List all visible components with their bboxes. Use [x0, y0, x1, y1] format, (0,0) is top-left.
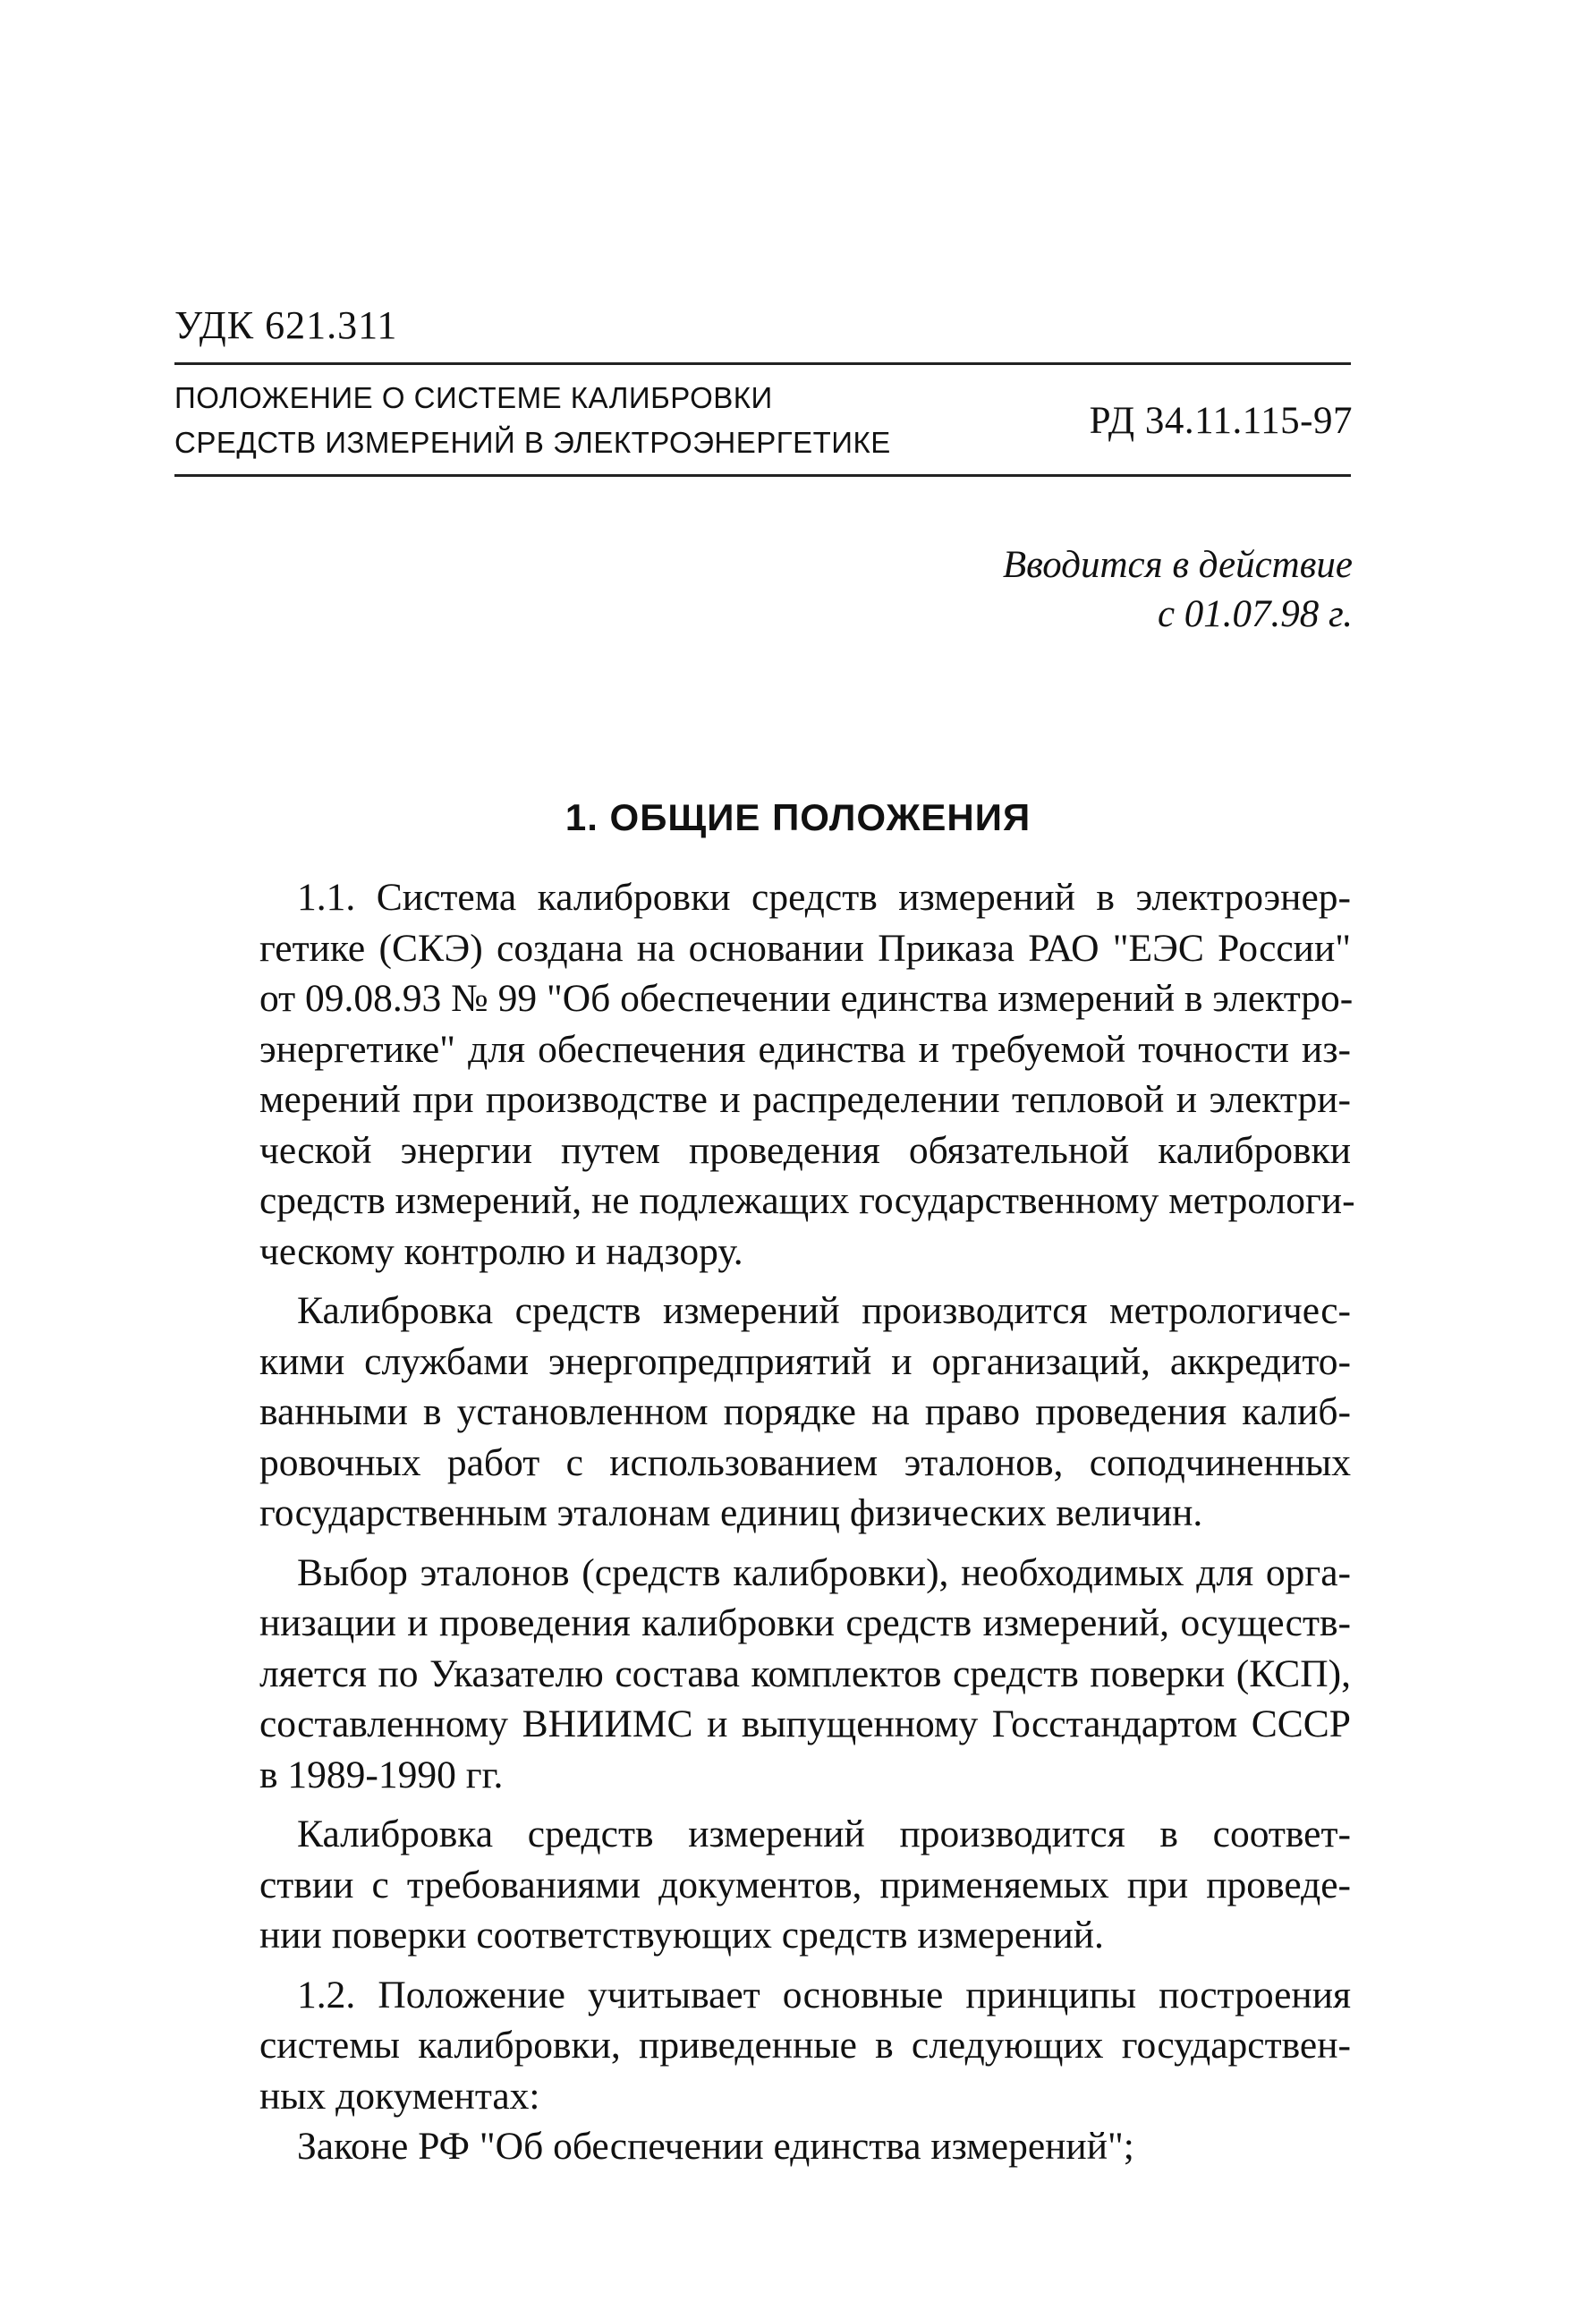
text-line: 1.1. Система калибровки средств измерений в электроэнер- [297, 876, 1351, 919]
text-line: ных документах: [259, 2074, 540, 2118]
effective-line-1: Вводится в действие [1002, 544, 1353, 586]
text-line: энергетике" для обеспечения единства и требуемой точности из- [259, 1027, 1351, 1071]
text-line: ровочных работ с использованием эталонов, соподчиненных [259, 1440, 1351, 1484]
text-line: мерений при производстве и распределении тепловой и электри- [259, 1078, 1351, 1121]
paragraph [222, 1970, 1351, 2122]
section-heading: 1. ОБЩИЕ ПОЛОЖЕНИЯ [565, 796, 1031, 838]
text-line: Калибровка средств измерений производится в соответ- [297, 1813, 1351, 1855]
document-title [174, 376, 891, 465]
text-line: ческой энергии путем проведения обязательной калибровки [259, 1128, 1351, 1172]
document-title-line-1: ПОЛОЖЕНИЕ О СИСТЕМЕ КАЛИБРОВКИ [174, 381, 773, 414]
text-line: 1.2. Положение учитывает основные принципы построения [297, 1973, 1351, 2017]
document-title-line-2: СРЕДСТВ ИЗМЕРЕНИЙ В ЭЛЕКТРОЭНЕРГЕТИКЕ [174, 426, 891, 459]
effective-date-block [1003, 540, 1353, 639]
text-line: Законе РФ "Об обеспечении единства измерений"; [297, 2125, 1134, 2168]
header-top-rule [174, 362, 1351, 365]
document-code: РД 34.11.115-97 [1089, 400, 1353, 442]
text-line: гетике (СКЭ) создана на основании Приказа РАО "ЕЭС России" [259, 926, 1351, 970]
text-line: ческому контролю и надзору. [259, 1229, 743, 1273]
text-line: средств измерений, не подлежащих государственному метрологи- [259, 1179, 1355, 1222]
udk-code: УДК 621.311 [174, 303, 398, 347]
text-line: низации и проведения калибровки средств измерений, осуществ- [259, 1601, 1351, 1644]
paragraph [222, 1809, 1351, 1961]
text-line: ляется по Указателю состава комплектов средств поверки (КСП), [259, 1651, 1351, 1695]
text-line: от 09.08.93 № 99 "Об обеспечении единства измерений в электро- [259, 977, 1354, 1020]
effective-line-2: с 01.07.98 г. [1157, 593, 1353, 635]
paragraph [222, 2121, 1351, 2172]
text-line: Выбор эталонов (средств калибровки), необходимых для орга- [297, 1550, 1351, 1594]
text-line: ствии с требованиями документов, применяемых при проведе- [259, 1863, 1351, 1906]
text-line: Калибровка средств измерений производится метрологичес- [297, 1289, 1351, 1332]
header-bottom-rule [174, 474, 1351, 477]
text-line: кими службами энергопредприятий и организаций, аккредито- [259, 1339, 1351, 1383]
paragraph [222, 872, 1355, 1277]
text-line: государственным эталонам единиц физических величин. [259, 1491, 1203, 1534]
paragraph [222, 1286, 1351, 1539]
text-line: нии поверки соответствующих средств измерений. [259, 1914, 1104, 1957]
text-line: системы калибровки, приведенные в следующих государствен- [259, 2024, 1351, 2067]
text-line: составленному ВНИИМС и выпущенному Госстандартом СССР [259, 1702, 1351, 1745]
text-line: в 1989-1990 гг. [259, 1753, 504, 1796]
paragraph [222, 1548, 1351, 1801]
text-line: ванными в установленном порядке на право проведения калиб- [259, 1390, 1351, 1433]
body-text [222, 872, 1355, 2181]
